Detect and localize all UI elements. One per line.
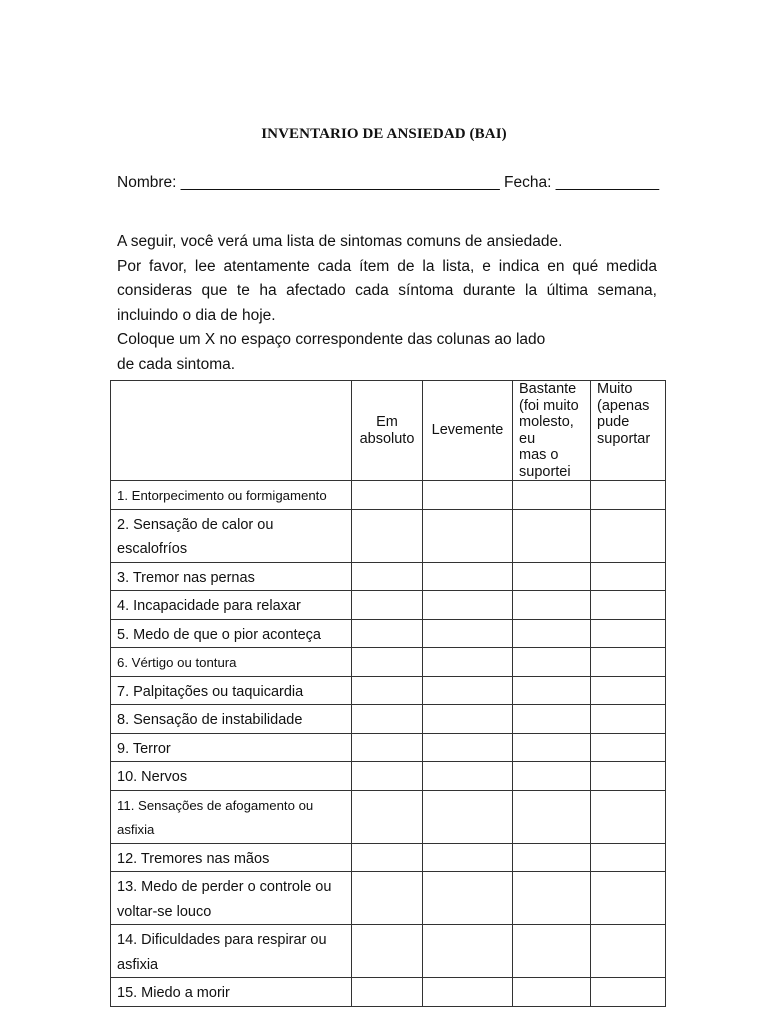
symptom-label: asfixia (117, 822, 155, 837)
symptom-label: 15. Miedo a morir (117, 985, 230, 1001)
header-line: absoluto (359, 430, 415, 447)
answer-cell-muito[interactable] (591, 872, 666, 925)
answer-cell-levemente[interactable] (423, 872, 513, 925)
answer-cell-levemente[interactable] (423, 619, 513, 648)
answer-cell-muito[interactable] (591, 762, 666, 791)
symptom-label: 14. Dificuldades para respirar ou (117, 932, 327, 948)
symptom-label: 6. Vértigo ou tontura (117, 655, 237, 670)
answer-cell-bastante[interactable] (513, 509, 591, 562)
answer-cell-em-absoluto[interactable] (352, 978, 423, 1007)
answer-cell-bastante[interactable] (513, 790, 591, 843)
answer-cell-bastante[interactable] (513, 481, 591, 510)
symptom-label: 5. Medo de que o pior aconteça (117, 626, 321, 643)
answer-cell-bastante[interactable] (513, 676, 591, 705)
symptom-table (110, 380, 666, 1007)
nombre-label: Nombre: (117, 174, 177, 191)
symptom-label: 3. Tremor nas pernas (117, 569, 255, 586)
symptom-row (111, 619, 666, 648)
answer-cell-em-absoluto[interactable] (352, 872, 423, 925)
answer-cell-em-absoluto[interactable] (352, 562, 423, 591)
symptom-label: asfixia (117, 956, 159, 973)
header-muito (591, 381, 666, 481)
symptom-label: 7. Palpitações ou taquicardia (117, 683, 304, 700)
answer-cell-em-absoluto[interactable] (352, 509, 423, 562)
answer-cell-em-absoluto[interactable] (352, 676, 423, 705)
header-blank-cell (111, 381, 352, 481)
symptom-label: 2. Sensação de calor ou (117, 516, 274, 533)
answer-cell-levemente[interactable] (423, 762, 513, 791)
answer-cell-em-absoluto[interactable] (352, 843, 423, 872)
header-line: molesto, eu (519, 414, 574, 447)
answer-cell-bastante[interactable] (513, 872, 591, 925)
symptom-label: 9. Terror (117, 740, 171, 757)
document-title: INVENTARIO DE ANSIEDAD (BAI) (261, 126, 507, 142)
name-date-line (117, 174, 659, 192)
header-line: Muito (597, 381, 633, 397)
symptom-label: 1. Entorpecimento ou formigamento (117, 488, 327, 503)
symptom-row (111, 509, 666, 562)
answer-cell-levemente[interactable] (423, 705, 513, 734)
instructions (117, 230, 657, 377)
answer-cell-bastante[interactable] (513, 733, 591, 762)
symptom-row (111, 978, 666, 1007)
symptom-label: escalofríos (117, 541, 188, 557)
answer-cell-levemente[interactable] (423, 562, 513, 591)
symptom-label-cell (111, 591, 352, 620)
answer-cell-em-absoluto[interactable] (352, 790, 423, 843)
answer-cell-muito[interactable] (591, 481, 666, 510)
answer-cell-levemente[interactable] (423, 790, 513, 843)
answer-cell-bastante[interactable] (513, 978, 591, 1007)
symptom-label-cell (111, 509, 352, 562)
symptom-label-cell (111, 843, 352, 872)
answer-cell-muito[interactable] (591, 790, 666, 843)
answer-cell-muito[interactable] (591, 676, 666, 705)
answer-cell-em-absoluto[interactable] (352, 762, 423, 791)
answer-cell-levemente[interactable] (423, 925, 513, 978)
symptom-row (111, 481, 666, 510)
answer-cell-em-absoluto[interactable] (352, 481, 423, 510)
header-line: (foi muito (519, 397, 579, 414)
header-bastante (513, 381, 591, 481)
symptom-row (111, 925, 666, 978)
answer-cell-em-absoluto[interactable] (352, 705, 423, 734)
answer-cell-levemente[interactable] (423, 676, 513, 705)
answer-cell-bastante[interactable] (513, 619, 591, 648)
instruction-line: Por favor, lee atentamente cada ítem de la lista, e indica en qué medida (117, 257, 657, 275)
fecha-field[interactable]: ____________ (555, 174, 660, 191)
symptom-row (111, 676, 666, 705)
header-levemente (423, 381, 513, 481)
header-line: Levemente (431, 422, 504, 439)
answer-cell-levemente[interactable] (423, 481, 513, 510)
symptom-label-cell (111, 978, 352, 1007)
answer-cell-muito[interactable] (591, 843, 666, 872)
answer-cell-muito[interactable] (591, 925, 666, 978)
instruction-line: incluindo o dia de hoje. (117, 306, 276, 324)
instruction-line: de cada sintoma. (117, 355, 236, 373)
answer-cell-bastante[interactable] (513, 843, 591, 872)
nombre-field[interactable]: _____________________________________ (180, 174, 500, 191)
answer-cell-bastante[interactable] (513, 591, 591, 620)
symptom-label: 11. Sensações de afogamento ou (117, 797, 314, 813)
symptom-label: voltar-se louco (117, 903, 212, 920)
answer-cell-muito[interactable] (591, 591, 666, 620)
answer-cell-levemente[interactable] (423, 648, 513, 677)
header-line: Em (376, 414, 398, 430)
symptom-row (111, 872, 666, 925)
answer-cell-bastante[interactable] (513, 562, 591, 591)
answer-cell-em-absoluto[interactable] (352, 733, 423, 762)
header-line: suportar (597, 430, 651, 447)
symptom-label-cell (111, 790, 352, 843)
instruction-line: Coloque um X no espaço correspondente das colunas ao lado (117, 331, 546, 348)
symptom-label-cell (111, 676, 352, 705)
symptom-row (111, 790, 666, 843)
symptom-label-cell (111, 925, 352, 978)
symptom-label: 12. Tremores nas mãos (117, 850, 270, 867)
answer-cell-em-absoluto[interactable] (352, 619, 423, 648)
answer-cell-muito[interactable] (591, 648, 666, 677)
symptom-label: 4. Incapacidade para relaxar (117, 598, 301, 614)
answer-cell-em-absoluto[interactable] (352, 648, 423, 677)
answer-cell-muito[interactable] (591, 733, 666, 762)
header-line: suportei (519, 463, 571, 480)
fecha-label: Fecha: (504, 174, 552, 191)
answer-cell-muito[interactable] (591, 705, 666, 734)
symptom-label-cell (111, 648, 352, 677)
symptom-row (111, 733, 666, 762)
symptom-row (111, 562, 666, 591)
symptom-label-cell (111, 562, 352, 591)
symptom-label: 10. Nervos (117, 769, 188, 785)
answer-cell-em-absoluto[interactable] (352, 591, 423, 620)
symptom-row (111, 762, 666, 791)
symptom-label-cell (111, 872, 352, 925)
answer-cell-levemente[interactable] (423, 591, 513, 620)
answer-cell-muito[interactable] (591, 619, 666, 648)
answer-cell-muito[interactable] (591, 509, 666, 562)
instruction-line: A seguir, você verá uma lista de sintomas comuns de ansiedade. (117, 233, 563, 250)
answer-cell-em-absoluto[interactable] (352, 925, 423, 978)
answer-cell-bastante[interactable] (513, 705, 591, 734)
answer-cell-bastante[interactable] (513, 648, 591, 677)
answer-cell-levemente[interactable] (423, 733, 513, 762)
answer-cell-levemente[interactable] (423, 509, 513, 562)
symptom-label-cell (111, 619, 352, 648)
answer-cell-levemente[interactable] (423, 978, 513, 1007)
instruction-line: consideras que te ha afectado cada síntoma durante la última semana, (117, 282, 657, 299)
answer-cell-muito[interactable] (591, 562, 666, 591)
header-line: mas o (519, 447, 559, 463)
header-line: Bastante (519, 381, 577, 397)
symptom-row (111, 591, 666, 620)
symptom-row (111, 843, 666, 872)
answer-cell-bastante[interactable] (513, 762, 591, 791)
symptom-label-cell (111, 481, 352, 510)
answer-cell-bastante[interactable] (513, 925, 591, 978)
symptom-label-cell (111, 705, 352, 734)
symptom-row (111, 705, 666, 734)
symptom-label-cell (111, 733, 352, 762)
answer-cell-levemente[interactable] (423, 843, 513, 872)
symptom-row (111, 648, 666, 677)
symptom-label: 13. Medo de perder o controle ou (117, 879, 332, 895)
symptom-label-cell (111, 762, 352, 791)
symptom-label: 8. Sensação de instabilidade (117, 712, 303, 728)
header-row (111, 381, 666, 481)
answer-cell-muito[interactable] (591, 978, 666, 1007)
header-line: (apenas (597, 397, 650, 414)
header-em-absoluto (352, 381, 423, 481)
header-line: pude (597, 414, 630, 430)
